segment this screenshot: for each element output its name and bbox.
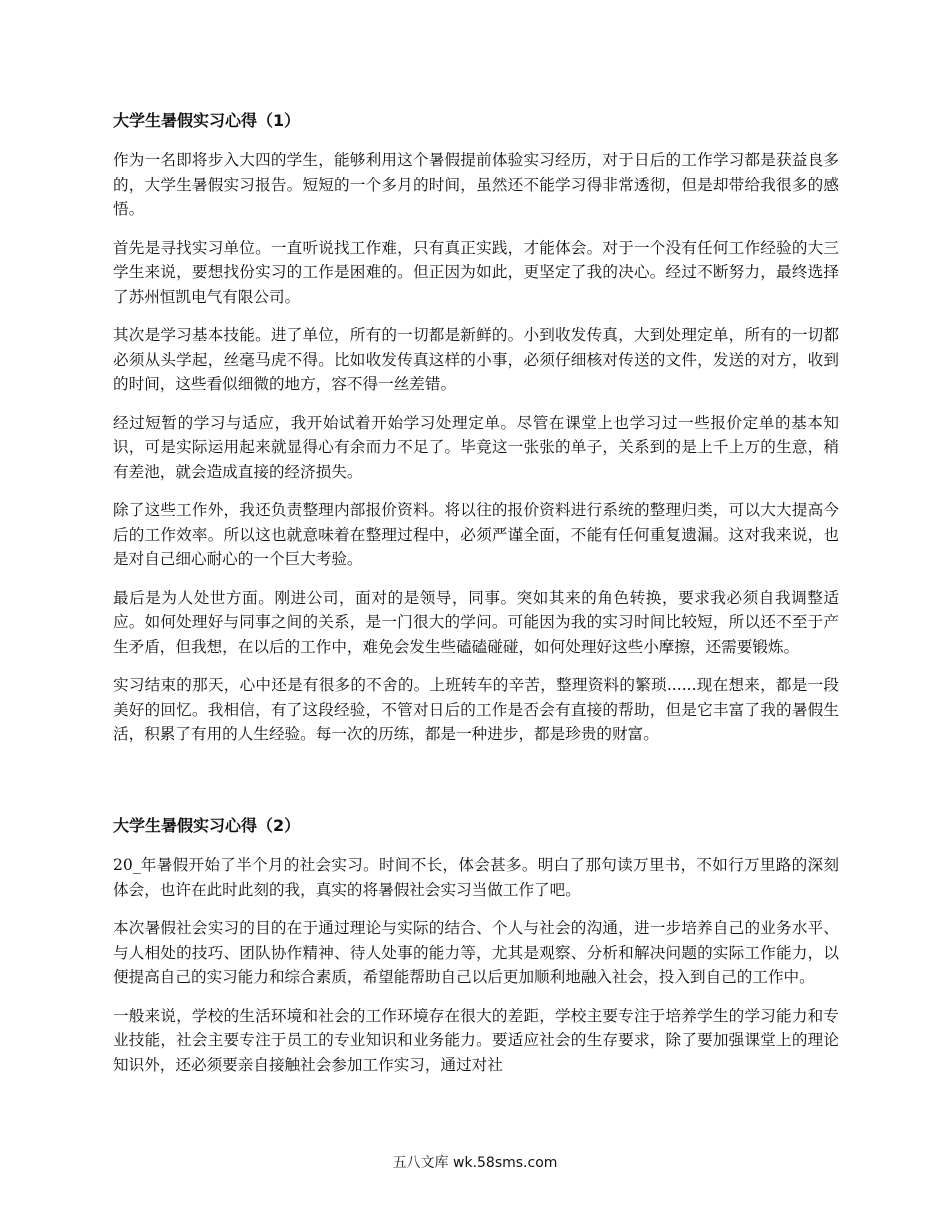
section-2	[113, 815, 839, 1091]
footer-watermark: 五八文库 wk.58sms.com	[392, 1155, 558, 1171]
paragraph: 本次暑假社会实习的目的在于通过理论与实际的结合、个人与社会的沟通，进一步培养自己的业务水平、与人相处的技巧、团队协作精神、待人处事的能力等，尤其是观察、分析和解决问题的实际工作能力，以便提高自己的实习能力和综合素质，希望能帮助自己以后更加顺利地融入社会，投入到自己的工作中。	[113, 919, 839, 986]
section-1	[113, 110, 839, 761]
paragraph: 作为一名即将步入大四的学生，能够利用这个暑假提前体验实习经历，对于日后的工作学习都是获益良多的，大学生暑假实习报告。短短的一个多月的时间，虽然还不能学习得非常透彻，但是却带给我很多的感悟。	[113, 151, 839, 218]
paragraph: 其次是学习基本技能。进了单位，所有的一切都是新鲜的。小到收发传真，大到处理定单，所有的一切都必须从头学起，丝毫马虎不得。比如收发传真这样的小事，必须仔细核对传送的文件，发送的对方，收到的时间，这些看似细微的地方，容不得一丝差错。	[113, 326, 839, 393]
paragraph: 实习结束的那天，心中还是有很多的不舍的。上班转车的辛苦，整理资料的繁琐......现在想来，都是一段美好的回忆。我相信，有了这段经验，不管对日后的工作是否会有直接的帮助，但是它丰富了我的暑假生活，积累了有用的人生经验。每一次的历练，都是一种进步，都是珍贵的财富。	[113, 676, 839, 743]
paragraph: 一般来说，学校的生活环境和社会的工作环境存在很大的差距，学校主要专注于培养学生的学习能力和专业技能，社会主要专注于员工的专业知识和业务能力。要适应社会的生存要求，除了要加强课堂上的理论知识外，还必须要亲自接触社会参加工作实习，通过对社	[113, 1006, 839, 1074]
paragraph: 首先是寻找实习单位。一直听说找工作难，只有真正实践，才能体会。对于一个没有任何工作经验的大三学生来说，要想找份实习的工作是困难的。但正因为如此，更坚定了我的决心。经过不断努力，最终选择了苏州恒凯电气有限公司。	[113, 238, 839, 306]
section-1-title: 大学生暑假实习心得（1）	[113, 111, 301, 130]
section-2-title: 大学生暑假实习心得（2）	[113, 816, 301, 835]
paragraph: 除了这些工作外，我还负责整理内部报价资料。将以往的报价资料进行系统的整理归类，可以大大提高今后的工作效率。所以这也就意味着在整理过程中，必须严谨全面，不能有任何重复遗漏。这对我来说，也是对自己细心耐心的一个巨大考验。	[113, 501, 839, 568]
paragraph: 20_年暑假开始了半个月的社会实习。时间不长，体会甚多。明白了那句读万里书，不如行万里路的深刻体会，也许在此时此刻的我，真实的将暑假社会实习当做工作了吧。	[113, 856, 839, 899]
paragraph: 最后是为人处世方面。刚进公司，面对的是领导，同事。突如其来的角色转换，要求我必须自我调整适应。如何处理好与同事之间的关系，是一门很大的学问。可能因为我的实习时间比较短，所以还不至于产生矛盾，但我想，在以后的工作中，难免会发生些磕磕碰碰，如何处理好这些小摩擦，还需要锻炼。	[113, 588, 839, 656]
paragraph: 经过短暂的学习与适应，我开始试着开始学习处理定单。尽管在课堂上也学习过一些报价定单的基本知识，可是实际运用起来就显得心有余而力不足了。毕竟这一张张的单子，关系到的是上千上万的生意，稍有差池，就会造成直接的经济损失。	[113, 413, 839, 481]
